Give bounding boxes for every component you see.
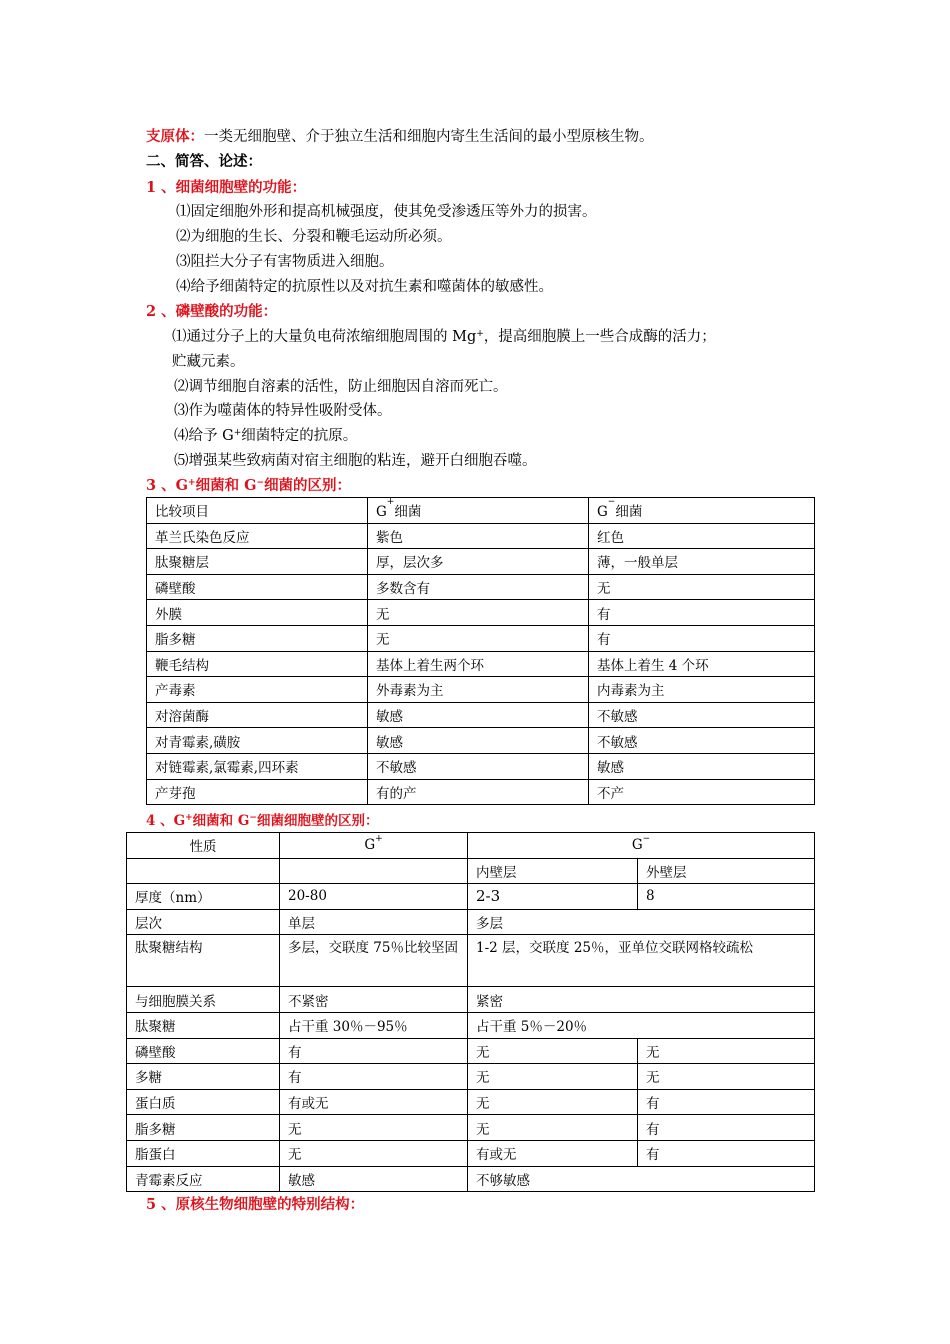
header-cell <box>368 498 589 524</box>
q2-item-1-continued: 贮藏元素。 <box>172 354 245 370</box>
cell: 肽聚糖结构 <box>127 935 280 987</box>
cell: 有 <box>589 600 815 626</box>
q1-item-3: ⑶阻拦大分子有害物质进入细胞。 <box>176 254 394 270</box>
q2-item-3: ⑶作为噬菌体的特异性吸附受体。 <box>174 403 392 419</box>
cell: 无 <box>468 1089 638 1115</box>
header-outer-layer: 外壁层 <box>638 858 815 884</box>
cell: 蛋白质 <box>127 1089 280 1115</box>
cell: 紧密 <box>468 987 815 1013</box>
table-row <box>147 549 815 575</box>
header-bacteria: 细菌 <box>615 504 643 521</box>
q2-item-1 <box>172 327 716 347</box>
cell: 多层 <box>468 909 815 935</box>
q3-title-part-c: 细菌的区别： <box>264 477 352 494</box>
cell: 多层，交联度 75％比较坚固 <box>280 935 468 987</box>
q2-item-4-part-b: 细菌特定的抗原。 <box>241 428 358 444</box>
cell: 厚，层次多 <box>368 549 589 575</box>
cell: 有或无 <box>280 1089 468 1115</box>
table-row <box>147 702 815 728</box>
cell: 无 <box>280 1115 468 1141</box>
cell-wall-comparison-body <box>127 833 815 1192</box>
header-inner-layer: 内壁层 <box>468 858 638 884</box>
cell: 有 <box>638 1089 815 1115</box>
cell: 无 <box>368 625 589 651</box>
table-row <box>127 1115 815 1141</box>
cell: 不紧密 <box>280 987 468 1013</box>
header-cell <box>589 498 815 524</box>
cell: 占干重 30％－95％ <box>280 1012 468 1038</box>
superscript-minus: − <box>607 497 616 508</box>
cell: 有 <box>589 625 815 651</box>
cell: 无 <box>280 1140 468 1166</box>
cell: 敏感 <box>589 753 815 779</box>
header-g: G <box>597 504 608 521</box>
cell: 肽聚糖 <box>127 1012 280 1038</box>
cell: 脂多糖 <box>147 625 368 651</box>
cell: 脂蛋白 <box>127 1140 280 1166</box>
q2-item-4-part-a: ⑷给予 G <box>174 428 234 444</box>
cell: 对溶菌酶 <box>147 702 368 728</box>
definition-text: 一类无细胞壁、介于独立生活和细胞内寄生生活间的最小型原核生物。 <box>204 129 654 145</box>
cell: 肽聚糖层 <box>147 549 368 575</box>
superscript-plus: + <box>375 834 383 845</box>
cell: 有 <box>280 1064 468 1090</box>
cell: 基体上着生 4 个环 <box>589 651 815 677</box>
q2-item-4 <box>174 426 357 446</box>
cell: 对青霉素,磺胺 <box>147 728 368 754</box>
superscript-plus: + <box>386 497 395 508</box>
q4-title <box>146 811 378 831</box>
table-row <box>127 1064 815 1090</box>
cell: 鞭毛结构 <box>147 651 368 677</box>
superscript-plus: + <box>185 813 193 823</box>
table-header-row <box>127 833 815 859</box>
q4-title-part-a: 4 、G <box>146 813 186 829</box>
cell: 紫色 <box>368 523 589 549</box>
table-row <box>127 1012 815 1038</box>
cell: 有的产 <box>368 779 589 805</box>
cell: 有 <box>638 1115 815 1141</box>
q2-item-1-part-a: ⑴通过分子上的大量负电荷浓缩细胞周围的 Mg <box>172 329 477 345</box>
table-row <box>147 651 815 677</box>
header-cell: 比较项目 <box>147 498 368 524</box>
cell: 革兰氏染色反应 <box>147 523 368 549</box>
cell: 多糖 <box>127 1064 280 1090</box>
cell: 红色 <box>589 523 815 549</box>
header-g: G <box>631 837 643 854</box>
cell: 基体上着生两个环 <box>368 651 589 677</box>
q1-item-2: ⑵为细胞的生长、分裂和鞭毛运动所必须。 <box>176 229 452 245</box>
table-row <box>127 1089 815 1115</box>
superscript-plus: + <box>233 428 242 438</box>
cell: 产芽孢 <box>147 779 368 805</box>
cell: 与细胞膜关系 <box>127 987 280 1013</box>
table-row <box>147 574 815 600</box>
cell: 敏感 <box>368 702 589 728</box>
cell-wall-comparison-table <box>126 832 815 1192</box>
cell: 外毒素为主 <box>368 677 589 703</box>
cell: 敏感 <box>280 1166 468 1192</box>
q1-title: 1 、细菌细胞壁的功能： <box>146 179 307 196</box>
empty-cell <box>127 858 280 884</box>
cell: 有或无 <box>468 1140 638 1166</box>
cell: 20-80 <box>280 884 468 910</box>
table-row <box>147 625 815 651</box>
cell: 产毒素 <box>147 677 368 703</box>
q1-item-4: ⑷给予细菌特定的抗原性以及对抗生素和噬菌体的敏感性。 <box>176 279 553 295</box>
table-row <box>127 1140 815 1166</box>
q2-title: 2 、磷壁酸的功能： <box>146 303 278 320</box>
cell: 无 <box>468 1064 638 1090</box>
cell: 无 <box>368 600 589 626</box>
cell: 8 <box>638 884 815 910</box>
table-row <box>147 779 815 805</box>
superscript-minus: − <box>249 813 257 823</box>
table-row <box>127 935 815 987</box>
cell: 无 <box>468 1038 638 1064</box>
cell: 不敏感 <box>368 753 589 779</box>
table-header-row <box>147 498 815 524</box>
cell: 层次 <box>127 909 280 935</box>
q3-title <box>146 476 351 496</box>
q2-item-1-part-b: ，提高细胞膜上一些合成酶的活力； <box>483 329 716 345</box>
section-heading: 二、简答、论述： <box>146 153 262 170</box>
header-g: G <box>364 837 376 854</box>
table-row <box>127 909 815 935</box>
table-row <box>127 884 815 910</box>
gram-comparison-table <box>146 497 815 805</box>
cell: 不敏感 <box>589 728 815 754</box>
superscript-plus: + <box>476 329 484 339</box>
q4-title-part-c: 细菌细胞壁的区别： <box>256 813 379 829</box>
header-gram-positive <box>280 833 468 859</box>
header-g: G <box>376 504 387 521</box>
superscript-plus: + <box>188 478 196 488</box>
cell: 内毒素为主 <box>589 677 815 703</box>
cell: 无 <box>638 1038 815 1064</box>
cell: 敏感 <box>368 728 589 754</box>
superscript-minus: − <box>642 834 651 845</box>
cell: 占干重 5％－20％ <box>468 1012 815 1038</box>
cell: 外膜 <box>147 600 368 626</box>
table-row <box>147 600 815 626</box>
cell: 不产 <box>589 779 815 805</box>
table-row <box>147 728 815 754</box>
cell: 对链霉素,氯霉素,四环素 <box>147 753 368 779</box>
header-property: 性质 <box>127 833 280 859</box>
cell: 磷壁酸 <box>147 574 368 600</box>
cell: 1-2 层，交联度 25％，亚单位交联网格较疏松 <box>468 935 815 987</box>
cell: 脂多糖 <box>127 1115 280 1141</box>
cell: 厚度（nm） <box>127 884 280 910</box>
q1-item-1: ⑴固定细胞外形和提高机械强度，使其免受渗透压等外力的损害。 <box>176 204 597 220</box>
table-row <box>147 677 815 703</box>
cell: 磷壁酸 <box>127 1038 280 1064</box>
cell: 有 <box>280 1038 468 1064</box>
definition-mycoplasma <box>146 127 654 147</box>
cell: 不够敏感 <box>468 1166 815 1192</box>
header-gram-negative <box>468 833 815 859</box>
cell: 无 <box>468 1115 638 1141</box>
q3-title-part-a: 3 、G <box>146 477 189 494</box>
superscript-minus: − <box>256 478 265 488</box>
q3-title-part-b: 细菌和 G <box>195 477 257 494</box>
cell: 无 <box>589 574 815 600</box>
table-row <box>127 1166 815 1192</box>
q5-title: 5 、原核生物细胞壁的特别结构： <box>146 1196 365 1213</box>
q2-item-2: ⑵调节细胞自溶素的活性，防止细胞因自溶而死亡。 <box>174 379 508 395</box>
q2-item-5: ⑸增强某些致病菌对宿主细胞的粘连，避开白细胞吞噬。 <box>174 453 537 469</box>
table-row <box>147 753 815 779</box>
table-row <box>147 523 815 549</box>
cell: 无 <box>638 1064 815 1090</box>
table-row <box>127 987 815 1013</box>
cell: 薄，一般单层 <box>589 549 815 575</box>
definition-term: 支原体： <box>146 128 204 145</box>
table-subheader-row <box>127 858 815 884</box>
cell: 单层 <box>280 909 468 935</box>
empty-cell <box>280 858 468 884</box>
gram-comparison-body <box>147 498 815 805</box>
cell: 有 <box>638 1140 815 1166</box>
q4-title-part-b: 细菌和 G <box>192 813 250 829</box>
cell: 青霉素反应 <box>127 1166 280 1192</box>
cell: 2-3 <box>468 884 638 910</box>
cell: 多数含有 <box>368 574 589 600</box>
cell: 不敏感 <box>589 702 815 728</box>
table-row <box>127 1038 815 1064</box>
header-bacteria: 细菌 <box>394 504 422 521</box>
